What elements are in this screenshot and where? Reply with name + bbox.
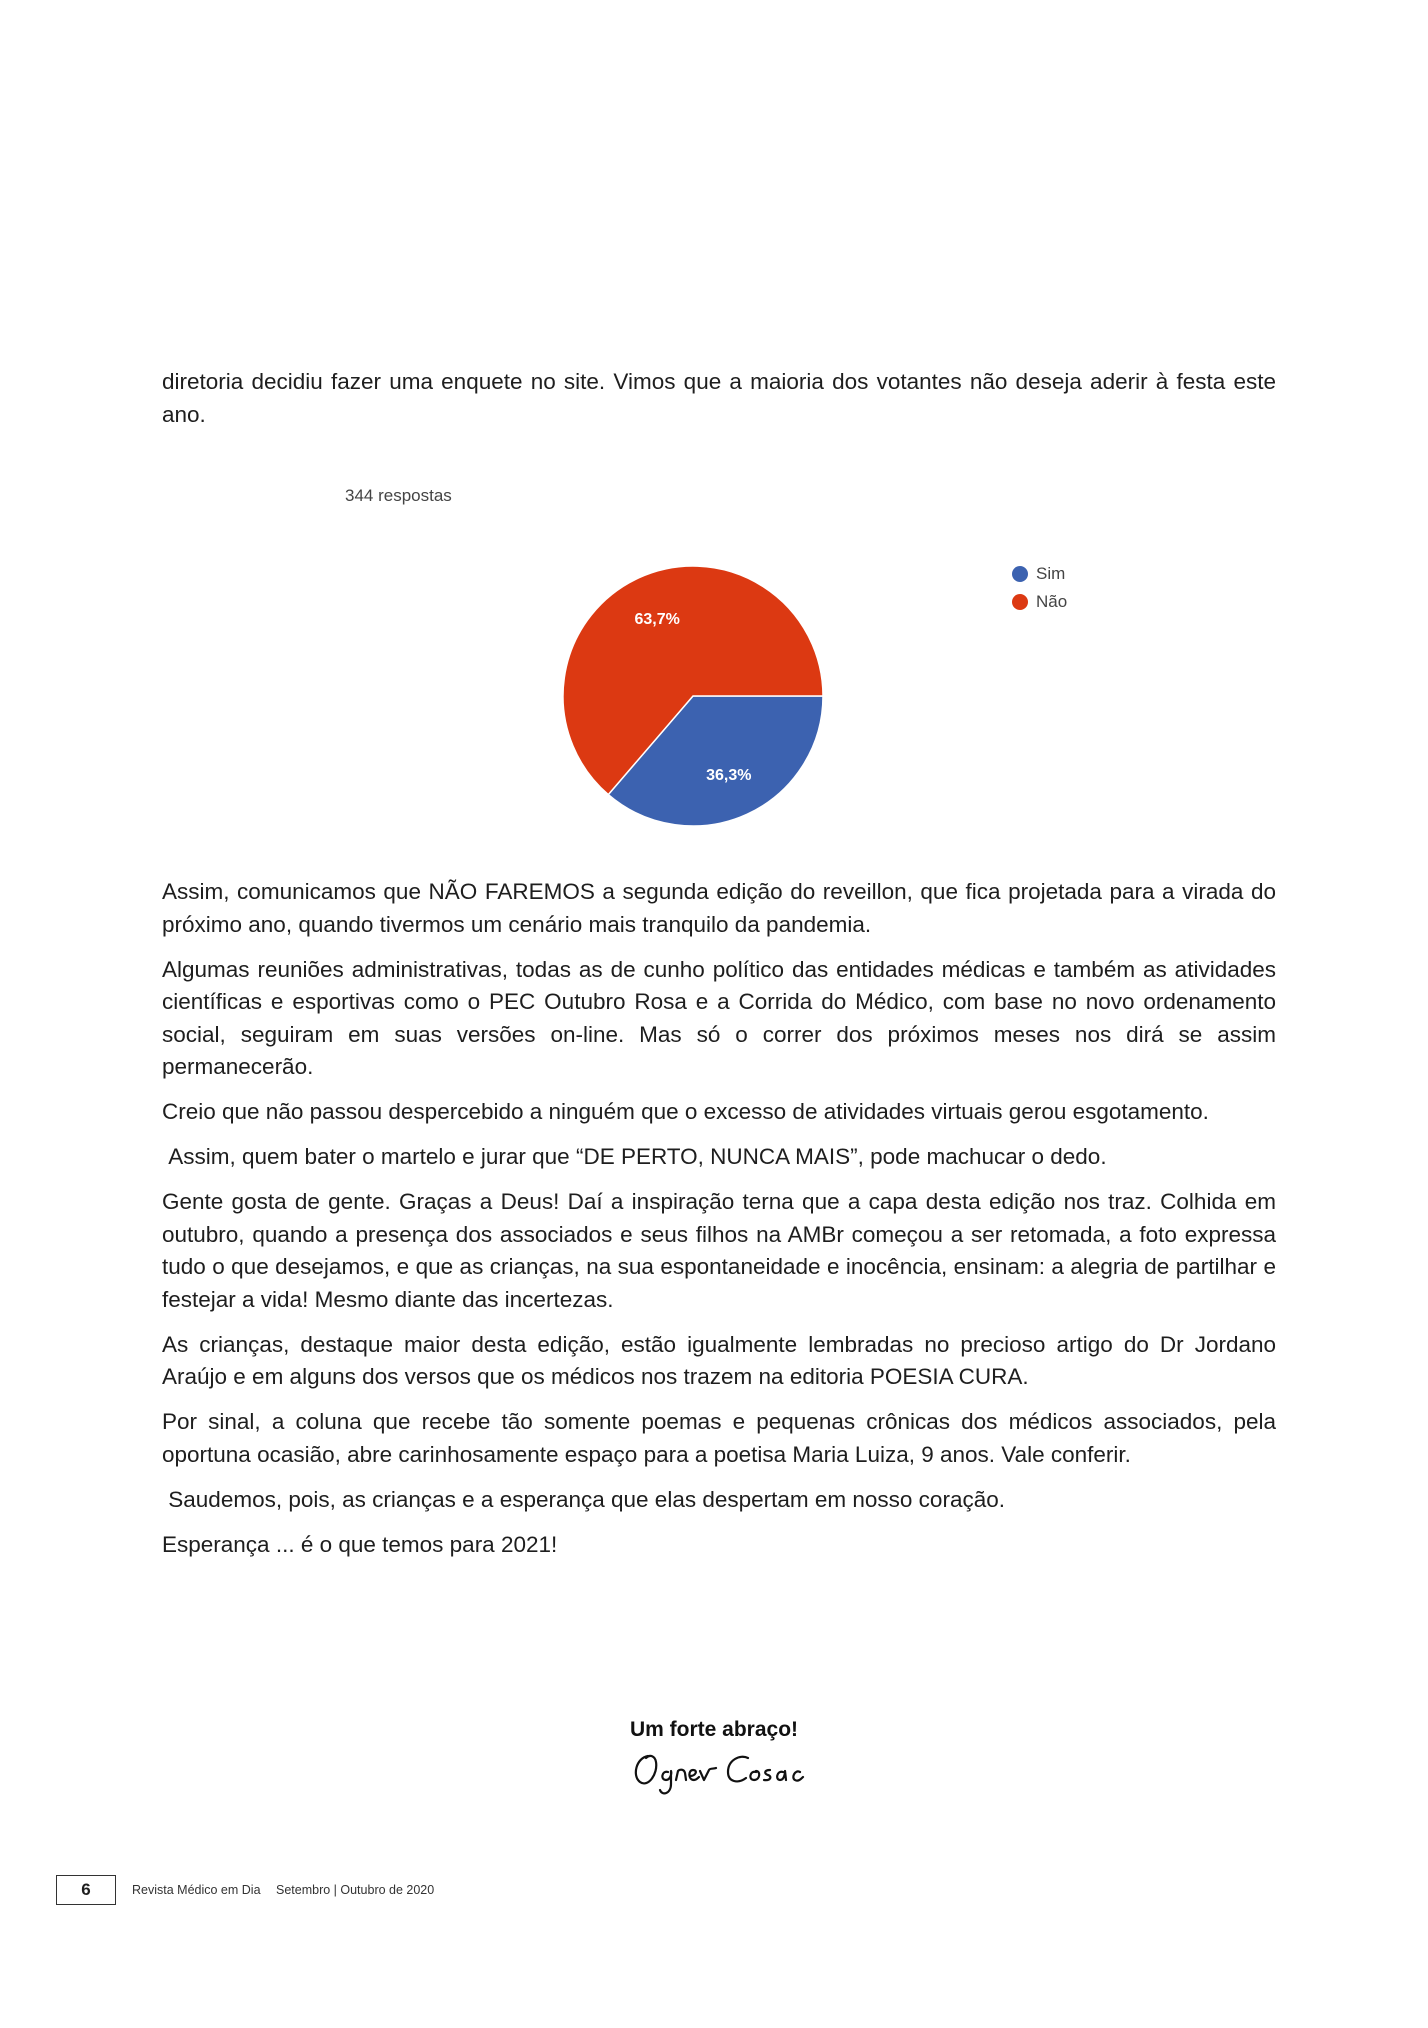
paragraph: Gente gosta de gente. Graças a Deus! Daí a inspiração terna que a capa desta edição nos traz. Colhida em outubro, quando a presença dos associados e seus filhos na AMBr começou a ser retomada, a foto expressa tudo o que desejamos, e que as crianças, na sua espontaneidade e inocência, ensinam: a alegria de partilhar e festejar a vida! Mesmo diante das incertezas. <box>162 1189 1276 1312</box>
legend-dot-nao <box>1012 594 1028 610</box>
page-number: 6 <box>56 1875 116 1905</box>
paragraph: Assim, quem bater o martelo e jurar que “DE PERTO, NUNCA MAIS”, pode machucar o dedo. <box>162 1144 1107 1169</box>
paragraph: Saudemos, pois, as crianças e a esperança que elas despertam em nosso coração. <box>162 1486 1005 1512</box>
closing-greeting: Um forte abraço! <box>630 1718 799 1741</box>
legend-item-nao <box>1012 588 1067 616</box>
paragraph: Por sinal, a coluna que recebe tão somente poemas e pequenas crônicas dos médicos associados, pela oportuna ocasião, abre carinhosamente espaço para a poetisa Maria Luiza, 9 anos. Vale conferir. <box>162 1409 1276 1467</box>
pie-svg <box>330 486 830 826</box>
magazine-name: Revista Médico em Dia <box>132 1883 261 1897</box>
paragraph: Esperança ... é o que temos para 2021! <box>162 1531 558 1557</box>
legend-label-sim: Sim <box>1036 564 1066 583</box>
pie-label-nao: 63,7% <box>634 611 680 629</box>
paragraph: As crianças, destaque maior desta edição, estão igualmente lembradas no precioso artigo do Dr Jordano Araújo e em alguns dos versos que os médicos nos trazem na editoria POESIA CURA. <box>162 1331 1276 1389</box>
paragraph: Algumas reuniões administrativas, todas as de cunho político das entidades médicas e também as atividades científicas e esportivas como o PEC Outubro Rosa e a Corrida do Médico, com base no novo ordenamento social, seguiram em suas versões on-line. Mas só o correr dos próximos meses nos dirá se assim permanecerão. <box>162 956 1276 1079</box>
issue-date: Setembro | Outubro de 2020 <box>276 1883 435 1897</box>
responses-count: 344 respostas <box>345 486 452 505</box>
legend-dot-sim <box>1012 566 1028 582</box>
pie-label-sim: 36,3% <box>706 766 752 784</box>
paragraph: Creio que não passou despercebido a ninguém que o excesso de atividades virtuais gerou esgotamento. <box>162 1099 1209 1124</box>
legend-item-sim <box>1012 560 1067 588</box>
page-footer <box>56 1875 434 1905</box>
intro-paragraph: diretoria decidiu fazer uma enquete no site. Vimos que a maioria dos votantes não deseja aderir à festa este ano. <box>162 369 1276 427</box>
footer-text <box>132 1883 434 1897</box>
body-text <box>162 876 1276 1574</box>
legend-label-nao: Não <box>1036 592 1068 611</box>
chart-legend <box>1012 560 1067 616</box>
handwritten-signature <box>630 1746 820 1800</box>
paragraph: Assim, comunicamos que NÃO FAREMOS a segunda edição do reveillon, que fica projetada para a virada do próximo ano, quando tivermos um cenário mais tranquilo da pandemia. <box>162 879 1276 937</box>
poll-pie-chart <box>330 486 1130 826</box>
